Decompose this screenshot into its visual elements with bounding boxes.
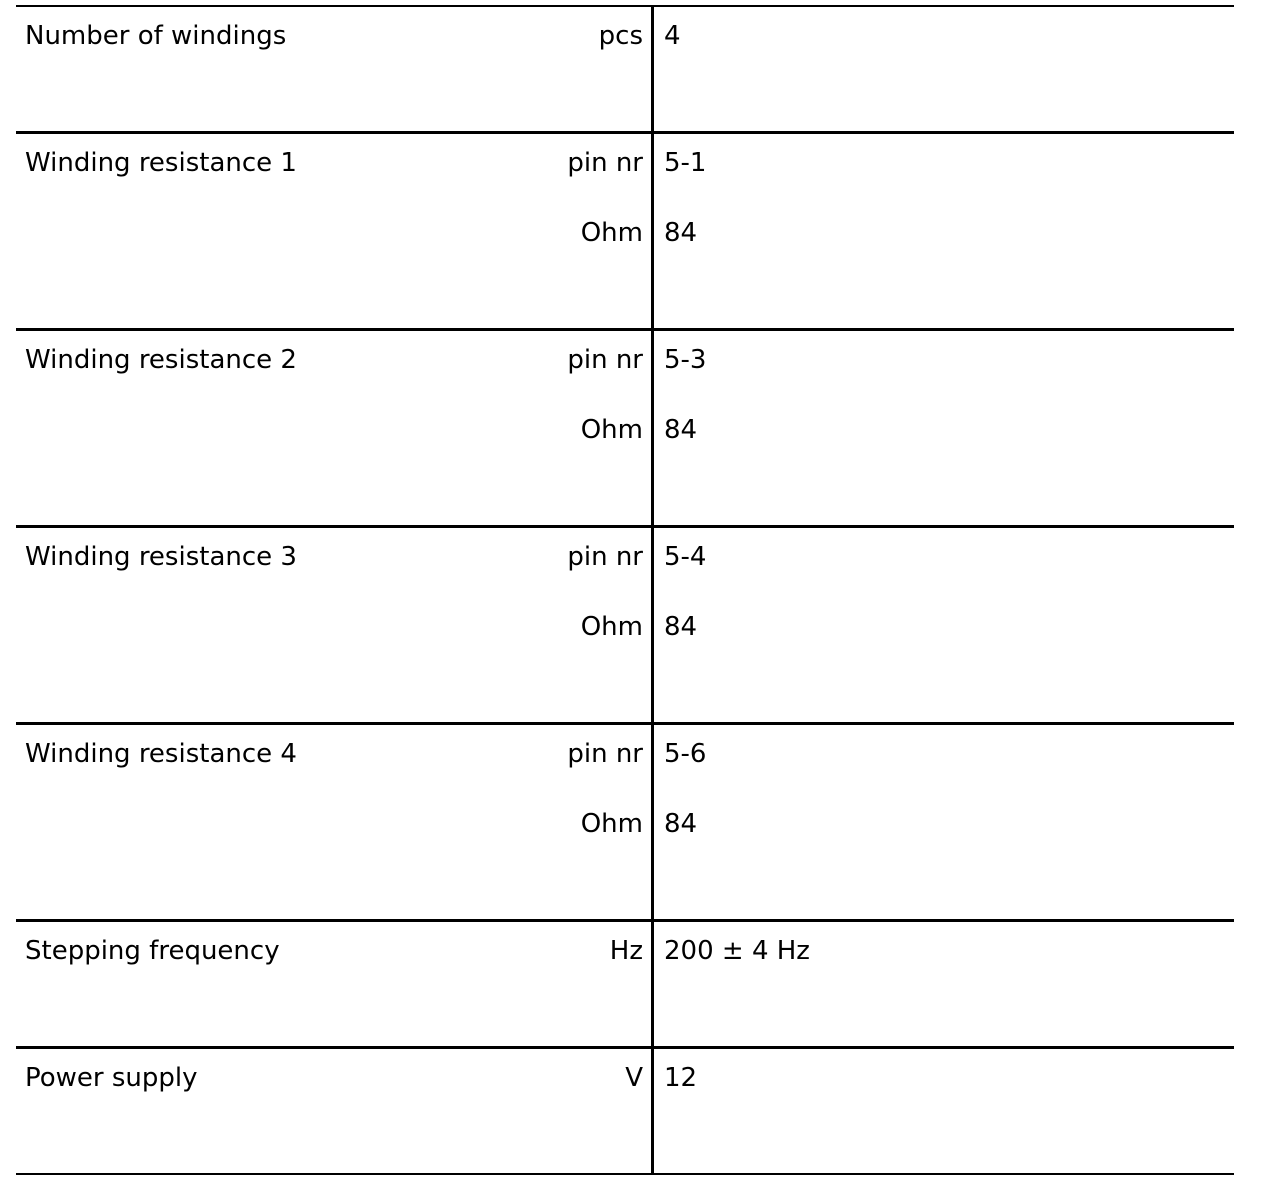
parameter-cell bbox=[16, 134, 654, 328]
value-cell bbox=[654, 528, 1234, 722]
unit-label: Ohm bbox=[580, 218, 643, 248]
unit-label: V bbox=[625, 1063, 643, 1093]
unit-label: pin nr bbox=[567, 148, 643, 178]
spec-row-winding-resistance-3 bbox=[16, 528, 1234, 725]
value-column bbox=[664, 1063, 697, 1093]
value-text: 84 bbox=[664, 612, 698, 642]
unit-label: Ohm bbox=[580, 612, 643, 642]
value-text: 200 ± 4 Hz bbox=[664, 936, 810, 966]
parameter-name: Stepping frequency bbox=[25, 936, 280, 966]
value-column bbox=[664, 542, 706, 642]
unit-label: Ohm bbox=[580, 809, 643, 839]
spec-row-power-supply bbox=[16, 1049, 1234, 1175]
value-column bbox=[664, 739, 706, 839]
unit-label: pin nr bbox=[567, 739, 643, 769]
unit-label: pin nr bbox=[567, 542, 643, 572]
unit-column bbox=[567, 542, 643, 642]
value-text: 84 bbox=[664, 809, 698, 839]
value-cell bbox=[654, 725, 1234, 919]
value-cell bbox=[654, 331, 1234, 525]
value-column bbox=[664, 936, 810, 966]
unit-label: pcs bbox=[598, 21, 643, 51]
value-cell bbox=[654, 922, 1234, 1046]
parameter-name: Winding resistance 4 bbox=[25, 739, 297, 769]
spec-row-number-of-windings bbox=[16, 7, 1234, 134]
value-cell bbox=[654, 1049, 1234, 1173]
parameter-name: Number of windings bbox=[25, 21, 287, 51]
parameter-cell bbox=[16, 331, 654, 525]
parameter-name: Winding resistance 1 bbox=[25, 148, 297, 178]
unit-column bbox=[625, 1063, 643, 1093]
unit-label: pin nr bbox=[567, 345, 643, 375]
value-column bbox=[664, 148, 706, 248]
value-text: 84 bbox=[664, 218, 698, 248]
parameter-cell bbox=[16, 725, 654, 919]
parameter-cell bbox=[16, 528, 654, 722]
parameter-cell bbox=[16, 1049, 654, 1173]
parameter-cell bbox=[16, 922, 654, 1046]
unit-column bbox=[567, 739, 643, 839]
spec-table bbox=[16, 5, 1234, 1175]
value-text: 5-3 bbox=[664, 345, 707, 375]
value-text: 5-6 bbox=[664, 739, 707, 769]
unit-label: Ohm bbox=[580, 415, 643, 445]
spec-row-winding-resistance-1 bbox=[16, 134, 1234, 331]
value-text: 4 bbox=[664, 21, 681, 51]
value-text: 5-1 bbox=[664, 148, 707, 178]
value-text: 12 bbox=[664, 1063, 698, 1093]
unit-column bbox=[567, 345, 643, 445]
spec-row-winding-resistance-4 bbox=[16, 725, 1234, 922]
value-column bbox=[664, 345, 706, 445]
spec-row-winding-resistance-2 bbox=[16, 331, 1234, 528]
unit-label: Hz bbox=[609, 936, 643, 966]
value-cell bbox=[654, 134, 1234, 328]
parameter-name: Winding resistance 2 bbox=[25, 345, 297, 375]
value-text: 5-4 bbox=[664, 542, 707, 572]
unit-column bbox=[567, 148, 643, 248]
parameter-name: Winding resistance 3 bbox=[25, 542, 297, 572]
unit-column bbox=[610, 936, 643, 966]
parameter-name: Power supply bbox=[25, 1063, 198, 1093]
value-text: 84 bbox=[664, 415, 698, 445]
value-cell bbox=[654, 7, 1234, 131]
unit-column bbox=[599, 21, 643, 51]
parameter-cell bbox=[16, 7, 654, 131]
spec-row-stepping-frequency bbox=[16, 922, 1234, 1049]
value-column bbox=[664, 21, 681, 51]
